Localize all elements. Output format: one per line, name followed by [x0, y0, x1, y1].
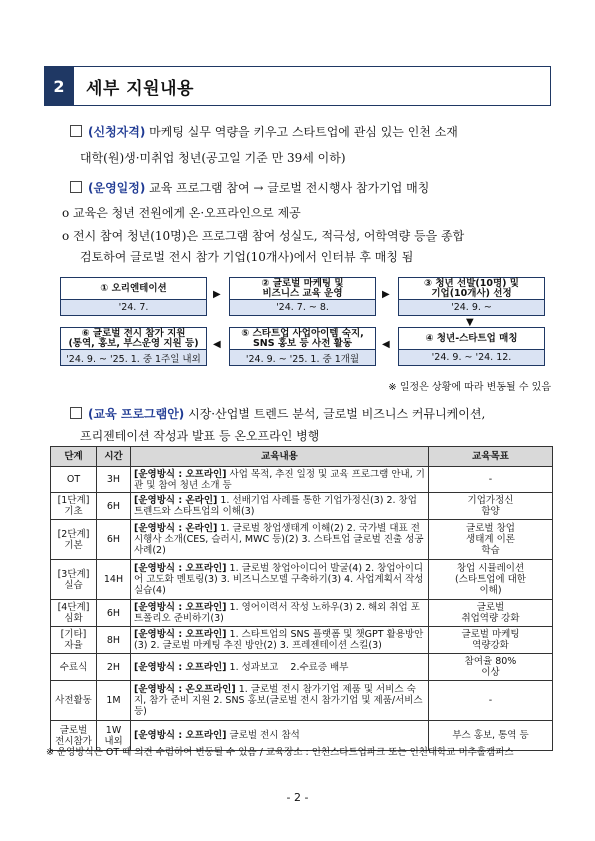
- cell-time: 2H: [97, 654, 131, 681]
- flow-step-title: ④ 청년-스타트업 매칭: [399, 328, 544, 350]
- cell-content-text: 1. 글로벌 창업아이디어 발굴(4) 2. 창업아이디어 고도화 멘토링(3) 3. 비즈니스모델 구축하기(3) 4. 사업계획서 작성 실습(4): [134, 563, 424, 596]
- program-text-cont: 프리젠테이션 작성과 발표 등 온오프라인 병행: [80, 429, 320, 443]
- flow-step-6: [60, 327, 207, 366]
- program-label: (교육 프로그램안): [88, 407, 185, 421]
- cell-goal: -: [429, 681, 553, 721]
- flow-step-date: '24. 9. ~: [399, 300, 544, 315]
- cell-content-text: 글로벌 전시 참석: [226, 730, 300, 741]
- flow-step-title: ⑥ 글로벌 전시 참가 지원 (통역, 홍보, 부스운영 지원 등): [61, 328, 206, 350]
- col-header-stage: 단계: [51, 447, 97, 467]
- square-bullet-icon: [70, 407, 82, 419]
- col-header-goal: 교육목표: [429, 447, 553, 467]
- schedule-label: (운영일정): [88, 181, 146, 195]
- qualification-text: 마케팅 실무 역량을 키우고 스타트업에 관심 있는 인천 소재: [149, 125, 458, 139]
- flow-step-title: ② 글로벌 마케팅 및 비즈니스 교육 운영: [230, 278, 375, 300]
- schedule-paragraph: [70, 178, 560, 198]
- qualification-label: (신청자격): [88, 125, 146, 139]
- cell-stage: 사전활동: [51, 681, 97, 721]
- schedule-bullet-2-cont: 검토하여 글로벌 전시 참가 기업(10개사)에서 인터뷰 후 매칭 됨: [80, 250, 414, 264]
- footnote: ※ 운영방식은 OT 때 의견 수렴하여 변동될 수 있음 / 교육장소 : 인천스타트업파크 또는 인천대학교 미추홀캠퍼스: [46, 747, 514, 758]
- flow-step-1: [60, 277, 207, 316]
- cell-stage: 수료식: [51, 654, 97, 681]
- cell-time: 8H: [97, 627, 131, 654]
- section-number: 2: [44, 66, 74, 106]
- flow-step-4: [398, 327, 545, 366]
- cell-time: 1M: [97, 681, 131, 721]
- table-row: [51, 520, 553, 560]
- cell-content-text: 1. 선배기업 사례를 통한 기업가정신(3) 2. 창업트렌드와 스타트업의 이해(3): [134, 495, 417, 517]
- cell-content: [131, 560, 429, 600]
- table-row: [51, 627, 553, 654]
- flow-step-date: '24. 7.: [61, 300, 206, 315]
- qualification-paragraph: [70, 122, 560, 142]
- qualification-text-cont: 대학(원)생·미취업 청년(공고일 기준 만 39세 이하): [80, 151, 346, 165]
- flow-step-date: '24. 9. ~ '24. 12.: [399, 350, 544, 365]
- cell-time: 6H: [97, 493, 131, 520]
- flow-step-title: ⑤ 스타트업 사업아이템 숙지, SNS 홍보 등 사전 활동: [230, 328, 375, 350]
- square-bullet-icon: [70, 125, 82, 137]
- schedule-bullet-1: o 교육은 청년 전원에게 온·오프라인으로 제공: [62, 206, 301, 220]
- square-bullet-icon: [70, 181, 82, 193]
- table-header-row: [51, 447, 553, 467]
- table-row: [51, 560, 553, 600]
- cell-content: [131, 493, 429, 520]
- cell-method: [운영방식 : 온오프라인]: [134, 684, 236, 695]
- flow-note: ※ 일정은 상황에 따라 변동될 수 있음: [388, 382, 551, 393]
- cell-time: 6H: [97, 600, 131, 627]
- arrow-right-icon: ▶: [382, 289, 390, 300]
- curriculum-table: [50, 446, 553, 751]
- cell-goal: 참여율 80% 이상: [429, 654, 553, 681]
- cell-goal: 글로벌 마케팅 역량강화: [429, 627, 553, 654]
- cell-content: [131, 467, 429, 493]
- cell-time: 1W 내외: [97, 721, 131, 751]
- arrow-left-icon: ◀: [213, 339, 221, 350]
- cell-content: [131, 600, 429, 627]
- cell-content-text: 1. 성과보고 2.수료증 배부: [226, 661, 349, 673]
- flow-step-2: [229, 277, 376, 316]
- cell-content: [131, 681, 429, 721]
- cell-content-text: 1. 스타트업의 SNS 플랫폼 및 챗GPT 활용방안(3) 2. 글로벌 마케팅 추진 방안(2) 3. 프레젠테이션 스킬(3): [134, 629, 424, 651]
- section-header: [44, 66, 551, 106]
- table-row: [51, 654, 553, 681]
- cell-content-text: 1. 글로벌 전시 참가기업 제품 및 서비스 숙지, 참가 준비 지원 2. SNS 홍보(글로벌 전시 참가기업 및 제품/서비스 등): [134, 684, 423, 717]
- cell-content-text: 1. 영어이력서 작성 노하우(3) 2. 해외 취업 포트폴리오 준비하기(3): [134, 602, 420, 624]
- flow-step-date: '24. 7. ~ 8.: [230, 300, 375, 315]
- cell-content: [131, 627, 429, 654]
- col-header-time: 시간: [97, 447, 131, 467]
- flow-step-date: '24. 9. ~ '25. 1. 중 1개월: [230, 350, 375, 365]
- arrow-down-icon: ▼: [466, 317, 474, 328]
- cell-stage: [기타] 자율: [51, 627, 97, 654]
- arrow-right-icon: ▶: [213, 289, 221, 300]
- col-header-content: 교육내용: [131, 447, 429, 467]
- cell-content: [131, 520, 429, 560]
- page-number: - 2 -: [286, 791, 309, 804]
- table-row: [51, 600, 553, 627]
- cell-stage: [4단계] 심화: [51, 600, 97, 627]
- table-row: [51, 681, 553, 721]
- cell-method: [운영방식 : 오프라인]: [134, 563, 227, 574]
- cell-method: [운영방식 : 온라인]: [134, 495, 218, 506]
- cell-goal: 글로벌 취업역량 강화: [429, 600, 553, 627]
- cell-time: 3H: [97, 467, 131, 493]
- cell-time: 6H: [97, 520, 131, 560]
- section-title: 세부 지원내용: [74, 66, 551, 106]
- cell-content-text: 사업 목적, 추진 일정 및 교육 프로그램 안내, 기관 및 참여 청년 소개 등: [134, 468, 425, 491]
- flow-step-date: '24. 9. ~ '25. 1. 중 1주일 내외: [61, 350, 206, 365]
- cell-goal: 부스 홍보, 통역 등: [429, 721, 553, 751]
- flow-step-3: [398, 277, 545, 316]
- cell-stage: [3단계] 실습: [51, 560, 97, 600]
- cell-content: [131, 654, 429, 681]
- schedule-bullet-2: o 전시 참여 청년(10명)은 프로그램 참여 성실도, 적극성, 어학역량 등을 종합: [62, 229, 465, 243]
- cell-method: [운영방식 : 오프라인]: [134, 661, 227, 673]
- cell-stage: [2단계] 기본: [51, 520, 97, 560]
- cell-stage: [1단계] 기초: [51, 493, 97, 520]
- cell-time: 14H: [97, 560, 131, 600]
- table-row: [51, 467, 553, 493]
- schedule-text: 교육 프로그램 참여 → 글로벌 전시행사 참가기업 매칭: [149, 181, 430, 195]
- cell-goal: 창업 시뮬레이션 (스타트업에 대한 이해): [429, 560, 553, 600]
- cell-goal: -: [429, 467, 553, 493]
- flow-step-5: [229, 327, 376, 366]
- cell-stage: 글로벌 전시참가: [51, 721, 97, 751]
- cell-stage: OT: [51, 467, 97, 493]
- table-row: [51, 493, 553, 520]
- cell-method: [운영방식 : 오프라인]: [134, 602, 227, 613]
- cell-method: [운영방식 : 오프라인]: [134, 629, 227, 640]
- arrow-left-icon: ◀: [382, 339, 390, 350]
- flow-step-title: ① 오리엔테이션: [61, 278, 206, 300]
- cell-goal: 글로벌 창업 생태계 이론 학습: [429, 520, 553, 560]
- cell-goal: 기업가정신 함양: [429, 493, 553, 520]
- program-paragraph: [70, 404, 560, 424]
- program-text: 시장·산업별 트렌드 분석, 글로벌 비즈니스 커뮤니케이션,: [188, 407, 486, 421]
- cell-method: [운영방식 : 온라인]: [134, 523, 218, 534]
- cell-method: [운영방식 : 오프라인]: [134, 730, 227, 741]
- cell-content-text: 1. 글로벌 창업생태계 이해(2) 2. 국가별 대표 전시행사 소개(CES, 슬러시, MWC 등)(2) 3. 스타트업 글로벌 진출 성공 사례(2): [134, 523, 424, 556]
- cell-method: [운영방식 : 오프라인]: [134, 468, 227, 480]
- flow-step-title: ③ 청년 선발(10명) 및 기업(10개사) 선정: [399, 278, 544, 300]
